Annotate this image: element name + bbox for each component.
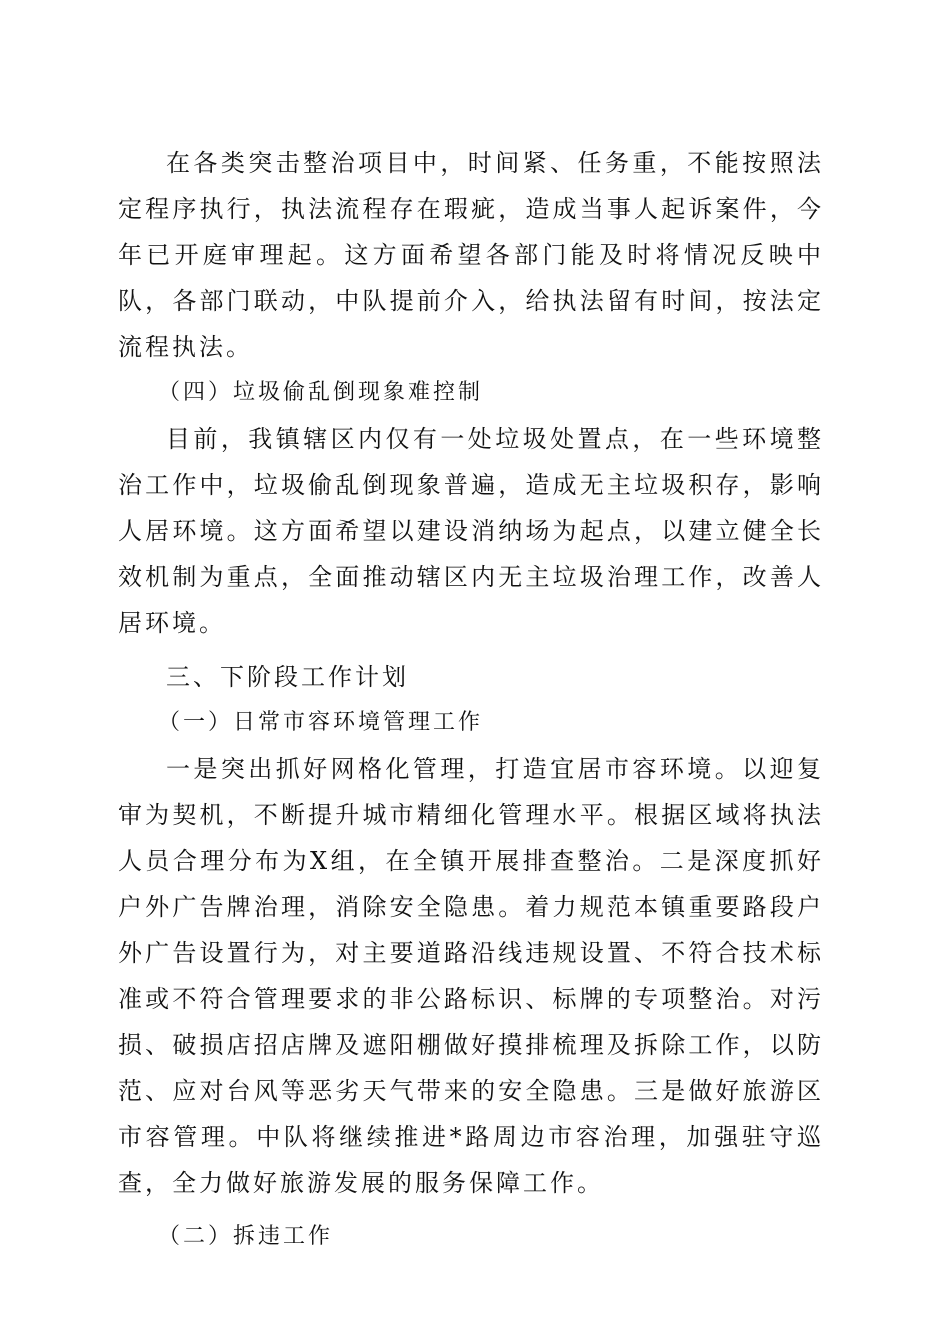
spacer	[118, 646, 824, 654]
subheading-garbage-dumping: （四）垃圾偷乱倒现象难控制	[158, 380, 484, 405]
paragraph-enforcement-process: 在各类突击整治项目中，时间紧、任务重，不能按照法定程序执行，执法流程存在瑕疵，造成当事人起诉案件，今年已开庭审理起。这方面希望各部门能及时将情况反映中队，各部门联动，中队提前介入，给执法留有时间，按法定流程执法。	[118, 149, 824, 361]
subheading-city-appearance: （一）日常市容环境管理工作	[158, 710, 484, 735]
spacer	[118, 1206, 824, 1214]
document-body	[118, 140, 824, 1260]
paragraph-city-appearance: 一是突出抓好网格化管理，打造宜居市容环境。以迎复审为契机，不断提升城市精细化管理水平。根据区域将执法人员合理分布为X组，在全镇开展排查整治。二是深度抓好户外广告牌治理，消除安全隐患。着力规范本镇重要路段户外广告设置行为，对主要道路沿线违规设置、不符合技术标准或不符合管理要求的非公路标识、标牌的专项整治。对污损、破损店招店牌及遮阳棚做好摸排梳理及拆除工作，以防范、应对台风等恶劣天气带来的安全隐患。三是做好旅游区市容管理。中队将继续推进*路周边市容治理，加强驻守巡查，全力做好旅游发展的服务保障工作。	[118, 755, 824, 1197]
section-heading-next-plan: 三、下阶段工作计划	[166, 663, 409, 691]
subheading-demolition: （二）拆违工作	[158, 1224, 334, 1249]
paragraph-garbage-dumping: 目前，我镇辖区内仅有一处垃圾处置点，在一些环境整治工作中，垃圾偷乱倒现象普遍，造成无主垃圾积存，影响人居环境。这方面希望以建设消纳场为起点，以建立健全长效机制为重点，全面推动辖区内无主垃圾治理工作，改善人居环境。	[118, 425, 824, 637]
